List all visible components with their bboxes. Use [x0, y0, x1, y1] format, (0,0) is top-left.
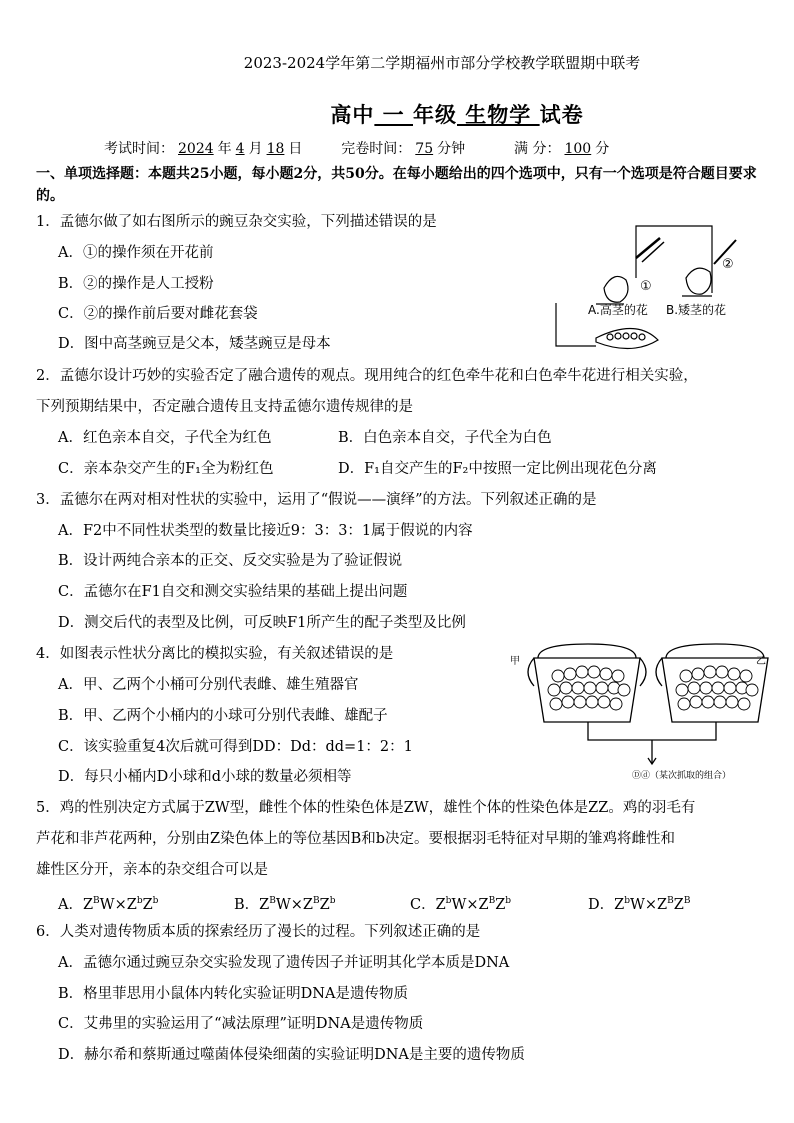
exam-header: 2023-2024学年第二学期福州市部分学校教学联盟期中联考 — [243, 54, 641, 72]
q6-option-d: D．赫尔希和蔡斯通过噬菌体侵染细菌的实验证明DNA是主要的遗传物质 — [58, 1047, 525, 1063]
day-unit: 日 — [288, 141, 303, 157]
q6-option-c: C．艾弗里的实验运用了“减法原理”证明DNA是遗传物质 — [58, 1016, 424, 1032]
q4-option-a: A．甲、乙两个小桶可分别代表雌、雄生殖器官 — [58, 677, 359, 693]
title-part3: 年级 — [413, 102, 457, 127]
duration-value: 75 — [415, 141, 434, 157]
bucket-handle-right — [666, 644, 764, 658]
title-part1: 高中 — [330, 102, 375, 127]
title-grade: 一 — [374, 102, 413, 127]
q5-stem-line1: 5．鸡的性别决定方式属于ZW型，雌性个体的性染色体是ZW，雄性个体的性染色体是ZZ。鸡的羽毛有 — [36, 800, 696, 816]
fig-caption: Ⓓⓓ（某次抓取的组合） — [632, 771, 732, 781]
q1-option-b: B．②的操作是人工授粉 — [58, 276, 214, 292]
q6-option-b: B．格里菲思用小鼠体内转化实验证明DNA是遗传物质 — [58, 986, 408, 1002]
q2-option-b: B．白色亲本自交，子代全为白色 — [338, 430, 552, 446]
score-unit: 分 — [595, 141, 610, 157]
flower-b — [686, 268, 711, 294]
mark-1: ① — [640, 279, 652, 294]
q4-option-d: D．每只小桶内D小球和d小球的数量必须相等 — [58, 769, 352, 785]
exam-day: 18 — [266, 141, 285, 157]
q4-option-b: B．甲、乙两个小桶内的小球可分别代表雌、雄配子 — [58, 708, 388, 724]
q2-stem-line1: 2．孟德尔设计巧妙的实验否定了融合遗传的观点。现用纯合的红色牵牛花和白色牵牛花进行相关实验， — [36, 368, 698, 384]
q3-option-b: B．设计两纯合亲本的正交、反交实验是为了验证假说 — [58, 553, 403, 569]
q3-option-c: C．孟德尔在F1自交和测交实验结果的基础上提出问题 — [58, 584, 408, 600]
exam-year: 2024 — [178, 141, 214, 157]
section-instructions: 一、单项选择题：本题共25小题，每小题2分，共50分。在每小题给出的四个选项中，只有一个选项是符合题目要求的。 — [36, 166, 757, 204]
flower-a — [604, 276, 628, 302]
score-value: 100 — [564, 141, 592, 157]
q3-option-d: D．测交后代的表型及比例，可反映F1所产生的配子类型及比例 — [58, 615, 466, 631]
label-jia: 甲 — [510, 656, 520, 667]
q2-stem-line2: 下列预期结果中，否定融合遗传且支持孟德尔遗传规律的是 — [36, 399, 413, 415]
q1-option-a: A．①的操作须在开花前 — [58, 245, 214, 261]
q5-option-d: D．$Z^bW\times Z^BZ^B$ — [588, 896, 691, 913]
q1-stem: 1．孟德尔做了如右图所示的豌豆杂交实验，下列描述错误的是 — [36, 214, 437, 230]
q6-stem: 6．人类对遗传物质本质的探索经历了漫长的过程。下列叙述正确的是 — [36, 924, 481, 940]
q6-option-a: A．孟德尔通过豌豆杂交实验发现了遗传因子并证明其化学本质是DNA — [58, 955, 510, 971]
q4-option-c: C．该实验重复4次后就可得到DD：Dd：dd=1：2：1 — [58, 739, 413, 755]
q3-option-a: A．F2中不同性状类型的数量比接近9：3：3：1属于假说的内容 — [58, 523, 473, 539]
exam-month: 4 — [235, 141, 245, 157]
q1-option-c: C．②的操作前后要对雌花套袋 — [58, 306, 258, 322]
connector-lines — [588, 722, 716, 740]
q5-stem-line2: 芦花和非芦花两种，分别由Z染色体上的等位基因B和b决定。要根据羽毛特征对早期的雏鸡将雌性和 — [36, 831, 676, 847]
bucket-handle-left — [538, 644, 636, 658]
q1-option-d: D．图中高茎豌豆是父本，矮茎豌豆是母本 — [58, 336, 331, 352]
q2-option-c: C．亲本杂交产生的F₁全为粉红色 — [58, 461, 274, 477]
bucket-simulation-figure — [508, 642, 770, 788]
q4-stem: 4．如图表示性状分离比的模拟实验，有关叙述错误的是 — [36, 646, 394, 662]
title-part5: 试卷 — [539, 102, 584, 127]
balls-left — [548, 666, 630, 710]
q5-option-b: B．$Z^BW\times Z^BZ^b$ — [234, 896, 336, 913]
title-subject: 生物学 — [457, 102, 540, 127]
q3-stem: 3．孟德尔在两对相对性状的实验中，运用了“假说——演绎”的方法。下列叙述正确的是 — [36, 492, 597, 508]
month-unit: 月 — [248, 141, 263, 157]
q2-option-a: A．红色亲本自交，子代全为红色 — [58, 430, 272, 446]
score-label: 满 分： — [514, 141, 561, 157]
q5-stem-line3: 雄性区分开，亲本的杂交组合可以是 — [36, 862, 268, 878]
duration-label: 完卷时间： — [341, 141, 412, 157]
q5-option-c: C．$Z^bW\times Z^BZ^b$ — [410, 896, 512, 913]
q5-option-a: A．$Z^BW\times Z^bZ^b$ — [58, 896, 159, 913]
label-yi: 乙 — [756, 656, 766, 667]
balls-right — [676, 666, 758, 710]
exam-info — [104, 138, 609, 158]
q2-option-d: D．F₁自交产生的F₂中按照一定比例出现花色分离 — [338, 461, 657, 477]
label-tall-flower: A.高茎的花 — [588, 303, 648, 317]
label-short-flower: B.矮茎的花 — [666, 303, 727, 317]
exam-time-label: 考试时间： — [104, 141, 174, 157]
page-title — [0, 99, 794, 129]
pea-cross-figure — [536, 218, 750, 366]
duration-unit: 分钟 — [437, 141, 466, 157]
year-unit: 年 — [217, 141, 232, 157]
mark-2: ② — [722, 257, 734, 272]
